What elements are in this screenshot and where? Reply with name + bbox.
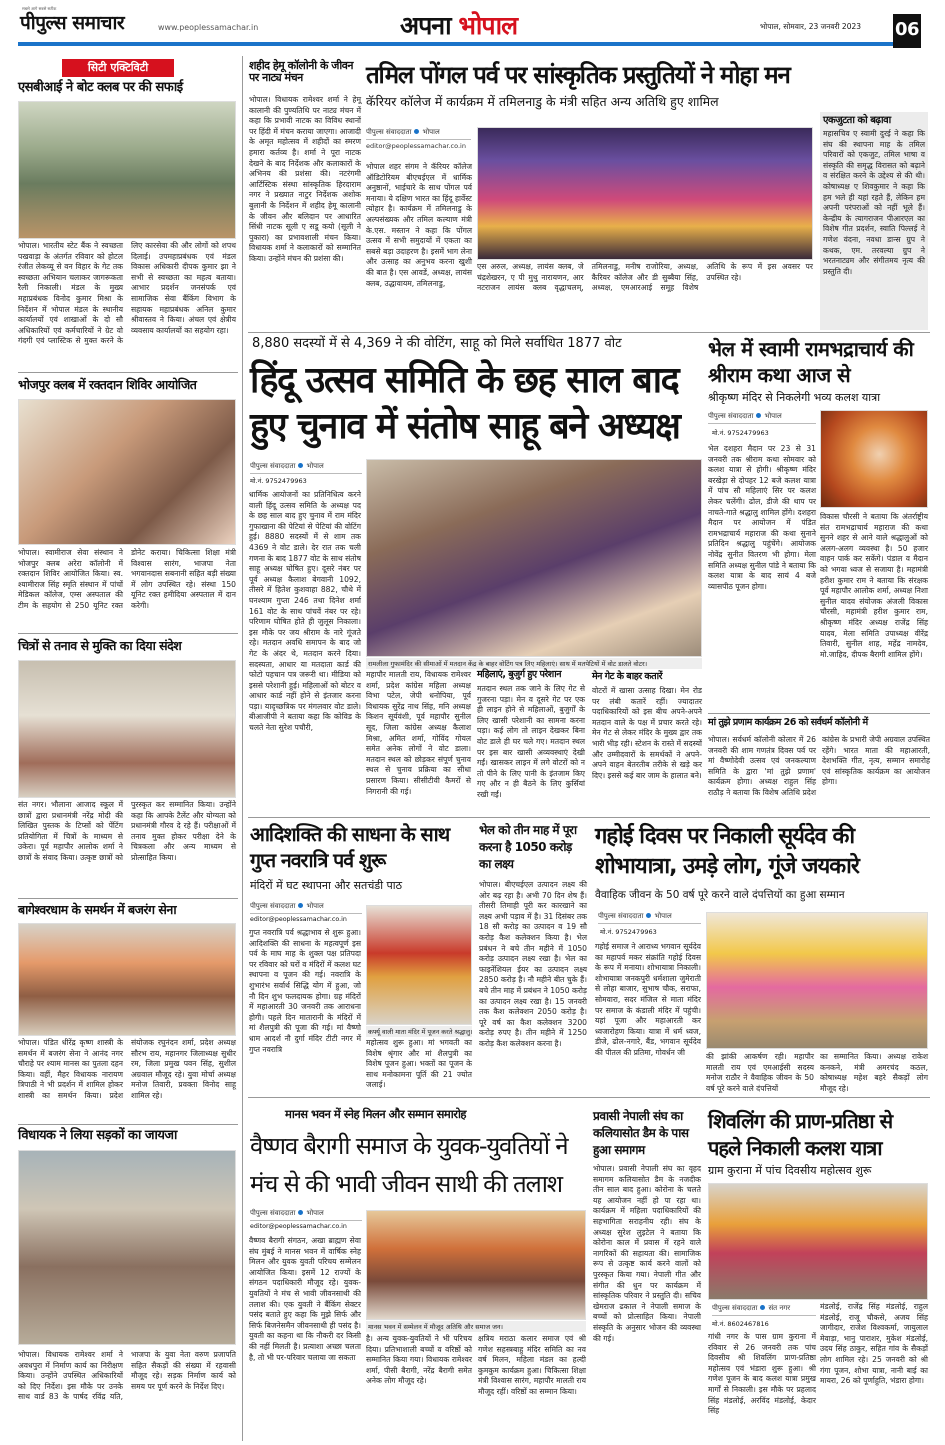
headline-rambhadracharya: भेल में स्वामी रामभद्राचार्य की श्रीराम कथा आज से [708,337,914,387]
byline-manas [250,1207,362,1221]
divider [18,1124,238,1125]
phone-gahoi: मो.नं. 9752479963 [600,928,657,936]
headline-adishakti: आदिशक्ति की साधना के साथ गुप्त नवरात्रि पर्व शुरू [250,823,450,872]
photo-manas-bhawan [366,1210,586,1320]
page-number: 06 [893,14,921,48]
website-link[interactable]: www.peoplessamachar.in [158,23,259,32]
byline-place: भोपाल [422,128,440,136]
byline-ram [708,410,816,424]
subhead-women-elderly: महिलाएं, बुजुर्ग हुए परेशान [477,669,561,680]
article-bageshwar-body: भोपाल। पंडित धीरेंद्र कृष्ण शास्त्री के समर्थन में बजरंग सेना ने आनंद नगर चौराहे पर श्याम मानस का पुतला दहन किया। वहीं, मैहर विधायक नारायण त्रिपाठी ने भी प्रदर्शन में शामिल होकर शास्त्री का समर्थन किया। प्रदेश संयोजक रघुनंदन शर्मा, प्रदेश अध्यक्ष सौरभ राय, महानगर जिलाध्यक्ष सुधीर रम, जिला प्रमुख पवन सिंह, सुशील अग्रवाल मौजूद रहे। युवा मोर्चा अध्यक्ष मनोज तिवारी, प्रवक्ता विनोद साहू शामिल रहे। [18,1038,236,1100]
photo-road-inspection [18,1150,236,1345]
photo-sbi-cleanup [18,101,236,239]
byline-dot-icon [646,913,651,918]
headline-tamil-pongal: तमिल पोंगल पर्व पर सांस्कृतिक प्रस्तुतियों ने मोहा मन [366,61,790,89]
article-shiv-body: गांधी नगर के पास ग्राम कुराना में रविवार से 26 जनवरी तक पांच दिवसीय श्री शिवलिंग प्राण-प्रतिष्ठा महोत्सव एवं भंडारा शुरू हुआ। श्री गणेश पूजन के बाद कलश यात्रा प्रमुख मार्गों से निकाली। इस मौके पर प्रहलाद सिंह मंडलोई, अरविंद मंडलोई, केदार सिंह [708,1332,816,1416]
headline-mla-roads: विधायक ने लिया सड़कों का जायजा [18,1128,177,1143]
masthead [0,0,945,46]
article-gahoi-body: गहोई समाज ने आराध्य भगवान सूर्यदेव का महापर्व मकर संक्रांति गहोई दिवस के रूप में मनाया। शोभायात्रा निकाली। शोभायात्रा जनकपुरी धर्मशाला जुमेराती से लोहा बाजार, सुभाष चौक, सराफा, सोमवारा, सदर मंजिल से माता मंदिर पर समाज के कंडाली मंदिर में पहुंची। यहां पूजा और महाआरती कर ध्वजारोहण किया। यात्रा में धर्म ध्वज, डीजे, ढोल-नगारे, बैंड, भगवान सूर्यदेव की पीतल की प्रतिमा, गोवर्धन जी [595,942,701,1057]
email-tamil[interactable]: editor@peoplessamachar.co.in [366,142,466,150]
caption-voting: रामलीला गुफामंदिर की सीमाओं में मतदान केंद्र के बाहर वोटिंग पत्र लिए महिलाएं। साथ में मतपेटियों में वोट डालते वोटर। [366,658,702,669]
article-hindu-col4: वोटरों में खासा उत्साह दिखा। मेन रोड पर लंबी कतारें रहीं। ज्यादातर पदाधिकारियों को इस बीच अपने-अपने मतदान वाले के पक्ष में प्रचार करते रहे। मेन गेट से लेकर मंदिर के मुख्य द्वार तक भारी भीड़ रही। स्टेशन के रास्ते में सदस्यों और उम्मीदवारों के समर्थकों ने अपने-अपने वाहन बेतरतीब तरीके से खड़े कर दिए। इससे कई बार जाम के हालात बने। [592,686,703,780]
byline-author: पीपुल्स संवाददाता [598,912,644,920]
byline-author: पीपुल्स संवाददाता [250,1209,296,1217]
byline-place: भोपाल [306,1209,324,1217]
subheadline-kalash-yatra: श्रीकृष्ण मंदिर से निकलेगी भव्य कलश यात्रा [708,391,881,404]
article-mla-body: भोपाल। विधायक रामेश्वर शर्मा ने अवधपुरा में निर्माण कार्य का निरीक्षण किया। उन्होंने उपस्थित अधिकारियों को दिए निर्देश। इस मौके पर उनके साथ वार्ड 83 के पार्षद रविंद्र यति, भाजपा के युवा नेता वरुण प्रजापति सहित सैकड़ों की संख्या में रहवासी मौजूद रहे। सड़क निर्माण कार्य को समय पर पूर्ण करने के निर्देश दिए। [18,1350,236,1402]
email-manas[interactable]: editor@peoplessamachar.co.in [250,1223,347,1230]
byline-dot-icon [298,903,303,908]
byline-dot-icon [298,463,303,468]
article-gahoi-body2: की झांकी आकर्षण रही। महापौर मालती राय एवं एमआईसी सदस्य मनोज राठौर ने वैवाहिक जीवन के 50 वर्ष पूरे करने वाले दंपत्तियों [706,1052,814,1093]
photo-voting [366,459,702,657]
article-manas-body: वैष्णव बैरागी संगठन, अखा ब्राह्मण सेवा संघ मुंबई ने मानस भवन में वार्षिक स्नेह मिलन और युवक युवती परिचय सम्मेलन आयोजित किया। इसमें 12 राज्यों के संगठन पदाधिकारी मौजूद रहे। युवक-युवतियों ने मंच से भावी जीवनसाथी की तलाश की। एक युवती ने बैंकिंग सेक्टर पसंद बताते हुए कहा कि मुझे सिर्फ और सिर्फ बिजनेसमैन जीवनसाथी ही पसंद है। युवती का कहना था कि नौकरी दर किसी की नहीं मिलती है। प्रत्याशा अच्छा चलता है, तो भी पर-परिवार चलाया जा सकता [249,1236,361,1362]
subhead-main-gate: मेन गेट के बाहर कतारें [592,671,662,682]
byline-dot-icon [414,129,419,134]
byline-shiv [712,1302,816,1316]
byline-author: पीपुल्स संवाददाता [366,128,412,136]
photo-blood-donation [18,399,236,545]
sidebar-unity [820,112,928,330]
dateline: भोपाल, सोमवार, 23 जनवरी 2023 [760,22,862,31]
caption-manas: मानस भवन में सम्मेलन में मौजूद अतिथि और समाज जन। [366,1321,586,1332]
article-ram-body2: विकास चौरसी ने बताया कि अंतर्राष्ट्रीय संत रामभद्राचार्य महाराज की कथा सुनने शहर से आने वाले श्रद्धालुओं को अलग-अलग व्यवस्था है। 50 हजार वाहन पार्क कर सकेंगे। पंडाल व मैदान को भगवा ध्वज से सजाया है। महामंत्री हरीश कुमार राम ने बताया कि संरक्षक पूर्व महापौर आलोक शर्मा, अध्यक्ष निशा सुनील यादव संयोजक अंजली विकास चौरसी, महामंत्री हरीश कुमार राम, श्रीकृष्ण मंदिर अध्यक्ष राजेंद्र सिंह यादव, मेला समिति उपाध्यक्ष वीरेंद्र तिवारी, सुनील शाह, महेंद्र नामदेव, मो.जाहिद, दीपक बैरागी शामिल होंगे। [820,512,928,659]
byline-dot-icon [298,1210,303,1215]
section-title [400,12,570,40]
byline-place: भोपाल [306,902,324,910]
phone-hindu: मो.नं. 9752479963 [250,477,307,485]
article-paintings-body: संत नगर। भौलाना आजाद स्कूल में छात्रों द्वारा प्रधानमंत्री नरेंद्र मोदी की लिखित पुस्तक के टिप्सों को पेंटिंग प्रतियोगिता में चित्रों के माध्यम से उकेरा। पूर्व महापौर आलोक शर्मा ने छात्रों के संवाद किया। उत्कृष्ट छात्रों को पुरस्कृत कर सम्मानित किया। उन्होंने कहा कि आपके टैलेंट और योग्यता को प्रधानमंत्री गौरव दे रहे हैं। परीक्षाओं में तनाव मुक्त होकर परीक्षा देने के चित्रकला और अन्य माध्यम से प्रोत्साहित किया। [18,800,236,862]
headline-hindu-utsav: हिंदू उत्सव समिति के छह साल बाद हुए चुनाव में संतोष साहू बने अध्यक्ष [250,360,680,447]
article-manas-body2: है। अन्य युवक-युवतियों ने भी परिचय दिया। प्रतिभाशाली बच्चों व वरिष्ठों को सम्मानित किया गया। विधायक रामेश्वर शर्मा, पीसी बैरागी, नरेंद्र बैरागी समेत अनेक लोग मौजूद रहे। [366,1334,472,1386]
byline-dot-icon [756,413,761,418]
byline-adi [250,900,362,914]
sidebar-unity-body: महासचिव ए स्वामी दुरई ने कहा कि संघ की स्थापना माह के तमिल परिवारों को एकजुट, तमिल भाषा व संस्कृति की समृद्ध विरासत को बढ़ाने व संरक्षित करने के उद्देश्य से की थी। कोषाध्यक्ष ए शिवकुमार ने कहा कि हम भले ही यहां रहते हैं, लेकिन हम अपनी परंपराओं को नहीं भूले हैं। केन्द्रीय के त्यागराजन पीआरएल का विशेष गीत प्रदर्शन, स्वाति पिल्लई ने गणेश वंदना, नवधा डान्स ग्रुप ने कथक, एम. तरवल्या ग्रुप ने भरतनाट्यम और संगीतमय नृत्य की प्रस्तुति दी। [823,129,925,276]
article-nepali-body: भोपाल। प्रवासी नेपाली संघ का वृहद समागम कलियासोत डैम के नजदीक तीन साल बाद हुआ। कोरोना के चलते यह आयोजन नहीं हो पा रहा था। कार्यक्रम में महिला पदाधिकारियों की सहभागिता सराहनीय रही। संघ के अध्यक्ष सुरेश लुइटेल ने बताया कि कोरोना काल में प्रवास में रहने वाले नागरिकों की सहायता की। सामाजिक रूप से उत्कृष्ट कार्य करने वालों को पुरस्कृत किया गया। नेपाली गीत और संगीत की धुन पर कार्यक्रम में सांस्कृतिक परिवार ने प्रस्तुति दी। सचिव खेमराज ढकाल ने नेपाली समाज के बच्चों को प्रोत्साहित किया। नेपाली संस्कृति के अनुसार भोजन की व्यवस्था की गई। [593,1164,701,1343]
article-bhojpur-body: भोपाल। स्वामीराज सेवा संस्थान ने भोजपुर क्लब अरेरा कॉलोनी में रक्तदान शिविर आयोजित किया। स्व. श्यामीराज सिंह स्मृति संस्थान में पांचों मेडिकल कॉलेज, एम्स अस्पताल की टीम के सहयोग से 250 यूनिट रक्त डोनेट कराया। चिकित्सा शिक्षा मंत्री विश्वास सारंग, भाजपा नेता भगवानदास सबनानी सहित बड़ी संख्या में लोग उपस्थित रहे। संस्था 150 यूनिट रक्त हमीदिया अस्पताल में दान करेगी। [18,548,236,610]
photo-bajrang-sena [18,923,236,1036]
headline-bhojpur: भोजपुर क्लब में रक्तदान शिविर आयोजित [18,377,197,392]
article-tamil-body: भोपाल शहर संगम ने कॅरियर कॉलेज ऑडिटोरियम बीएचईएल में धार्मिक अनुष्ठानों, भाईचारे के साथ पोंगल पर्व मनाया। ये दक्षिण भारत का हिंदू हार्वेस्ट त्योहार है। कार्यक्रम में तमिलनाडु के अल्पसंख्यक और तमिल कल्याण मंत्री के.एस. मस्तान ने कहा कि पोंगल उत्सव में सभी समुदायों में एकता का सबसे बड़ा उदाहरण है। इसमें भाग लेना और उत्साह का अनुभव करना खुशी की बात है। एस आवडें, अध्यक्ष, लायंस क्लब, उद्धावायम, तमिलनाडु, [366,162,472,288]
headline-sbi: एसबीआई ने बोट क्लब पर की सफाई [18,80,183,95]
phone-ram: मो.नं. 9752479963 [712,429,769,437]
article-pranam-body: भोपाल। सर्वधर्म कॉलोनी कोलार में 26 जनवरी की शाम गणतंत्र दिवस पर्व पर मां वैष्णोदेवी उत्सव एवं जनकल्याण समिति के द्वारा 'मां तुझे प्रणाम' कार्यक्रम होगा। अध्यक्ष राहुल सिंह राठौड़ ने बताया कि विशेष अतिथि प्रदेश कांग्रेस के प्रभारी जेपी अग्रवाल उपस्थित रहेंगे। भारत माता की महाआरती, देशभक्ति गीत, नृत्य, सम्मान समारोह एवं सांस्कृतिक कार्यक्रम का आयोजन होगा। [708,735,930,797]
article-sbi-body: भोपाल। भारतीय स्टेट बैंक ने स्वच्छता पखवाड़ा के अंतर्गत रविवार को होटल रंजीत लेकव्यू से वन विहार के गेट तक स्वच्छता अभियान चलाकर जागरूकता रैली निकाली। मंडल के मुख्य महाप्रबंधक विनोद कुमार मिश्रा के निर्देशन में भोपाल मंडल के स्थानीय कार्यालयों एवं शाखाओं के दो सौ अधिकारियों एवं कर्मचारियों ने ग्रेट वो गंदगी एवं प्लास्टिक से मुक्त करने के लिए कारसेवा की और लोगों को शपथ दिलाई। उपमहाप्रबंधक एवं मंडल विकास अधिकारी दीपक कुमार झा ने सभी से स्वच्छता का महत्व बताया। आभार प्रदर्शन जनसंपर्क एवं सामाजिक सेवा बैंकिंग विभाग के सहायक महाप्रबंधक अनिल कुमार श्रीवास्तव ने किया। अंचल एवं क्षेत्रीय व्यवसाय कार्यालयों का सहयोग रहा। [18,241,236,346]
byline-place: भोपाल [306,462,324,470]
divider [248,332,930,333]
photo-paintings [18,660,236,798]
photo-temple [366,905,472,1025]
photo-kalash-yatra [708,1183,928,1300]
kicker-hindu-utsav: 8,880 सदस्यों में से 4,369 ने की वोटिंग, साहू को मिले सर्वाधित 1877 वोट [252,336,622,351]
column-divider [242,56,243,1441]
email-adi[interactable]: editor@peoplessamachar.co.in [250,916,347,923]
article-ram-body: भेल दशहरा मैदान पर 23 से 31 जनवरी तक श्रीराम कथा सोमवार को कलश यात्रा से होगी। श्रीकृष्ण मंदिर बरखेड़ा से दोपहर 12 बजे कलश यात्रा में पांच सौ महिलाएं सिर पर कलश लेकर चलेंगी। ढोल, डीजे की थाप पर नाचते-गाते श्रद्धालु शामिल होंगे। दशहरा मैदान पर आयोजन में पंडित रामभद्राचार्य महाराज की कथा सुनाने प्रतिदिन श्रद्धालु पहुंचेंगे। आयोजक नोवेंद्र सुनीत वितरण भी होगा। मेला समिति अध्यक्ष सुनील पांडे ने बताया कि कलश यात्रा के बाद सायं 4 बजे व्यासपीठ पूजन होगा। [708,444,816,591]
byline-dot-icon [760,1305,765,1310]
byline-place: भोपाल [764,412,782,420]
caption-temple: कर्फ्यू वाली माता मंदिर में पूजन करते श्रद्धालु। [367,1028,473,1036]
headline-shivling: शिवलिंग की प्राण-प्रतिष्ठा से पहले निकाली कलश यात्रा [708,1109,893,1160]
byline-place: संत नगर [768,1304,791,1312]
byline-place: भोपाल [654,912,672,920]
divider [18,898,238,899]
headline-vaishnav-bairagi: वैष्णव बैरागी समाज के युवक-युवतियों ने मंच से की भावी जीवन साथी की तलाश [250,1132,568,1198]
section-title-a: अपना [400,11,459,40]
subheadline-gahoi: वैवाहिक जीवन के 50 वर्ष पूरे करने वाले दंपत्तियों का हुआ सम्मान [595,889,845,901]
photo-pongal-dance [477,127,813,260]
article-manas-body3: क्षत्रिय मराठा कलार समाज एवं श्री गणेश सहस्त्रबाहु मंदिर समिति का नव वर्ष मिलन, महिला मंडल का हल्दी कुमकुम कार्यक्रम हुआ। चिकित्सा शिक्षा मंत्री विश्वास सारंग, महापौर मालती राय मौजूद रहीं। वरिष्ठों का सम्मान किया। [478,1334,586,1396]
byline-author: पीपुल्स संवाददाता [708,412,754,420]
headline-nepali-sangh: प्रवासी नेपाली संघ का कलियासोत डैम के पास हुआ समागम [593,1109,689,1157]
subheadline-shivling: ग्राम कुराना में पांच दिवसीय महोत्सव शुरू [708,1164,872,1177]
sidebar-unity-title: एकजुटता को बढ़ावा [823,115,891,126]
headline-bageshwar: बागेश्वरधाम के समर्थन में बजरंग सेना [18,902,177,917]
phone-shiv: मो.नं. 8602467816 [712,1320,769,1328]
section-tag: सिटी एक्टिविटी [62,59,174,77]
subhead-maa-tujhe-pranam: मां तुझे प्रणाम कार्यक्रम 26 को सर्वधर्म कॉलोनी में [708,717,868,728]
masthead-rule [18,42,893,46]
divider [18,372,238,373]
article-hindu-col3: मतदान स्थल तक जाने के लिए गेट से गुजरना पड़ा। मेन व दूसरे गेट पर एक ही लाइन होने से महिलाओं, बुजुर्गों के लिए खासी परेशानी का सामना करना पड़ा। कई लोग तो लाइन देखकर बिना वोट डाले ही घर चले गए। मतदान स्थल पर इस बार खासी अव्यवस्थाएं देखी गईं। खासकर लाइन में लगे वोटरों को न तो पीने के लिए पानी के इंतजाम किए गए और न ही बैठने के लिए कुर्सियां रखी गईं। [477,684,585,799]
article-bhel-body: भोपाल। बीएचईएल उत्पादन लक्ष्य की ओर बढ़ रहा है। अभी 70 दिन शेष हैं। तीसरी तिमाही पूरी कर कारखाने का लक्ष्य अभी पड़ाव में है। 31 दिसंबर तक 18 सौ करोड़ का उत्पादन व 19 सौ करोड़ कैश कलेक्शन किया है। भेल प्रबंधन ने बचे तीन महीने में 1050 करोड़ उत्पादन लक्ष्य रखा है। भेल का फाइनेंशियल ईयर का उत्पादन लक्ष्य 2850 करोड़ है। नौ महीने बीत चुके हैं। बचे तीन माह में प्रबंधन ने 1050 करोड़ का उत्पादन लक्ष्य रखा है। 15 जनवरी तक कैश कलेक्शन 2050 करोड़ है। पूरे वर्ष का कैश कलेक्शन 3200 करोड़ रुपए है। तीन महीने में 1250 करोड़ कैश कलेक्शन करना है। [479,880,587,1048]
subheadline-tamil: कॅरियर कॉलेज में कार्यक्रम में तमिलनाडु के मंत्री सहित अन्य अतिथि हुए शामिल [366,94,719,109]
article-hindu-col2: महापौर मालती राय, विधायक रामेश्वर शर्मा, प्रदेश कांग्रेस महिला अध्यक्ष विभा पटेल, जेपी धनोपिया, पूर्व विधायक सुरेंद्र नाथ सिंह, मनि अध्यक्ष किशन सूर्यवंशी, पूर्व महापौर सुनील सूद, जिला कांग्रेस अध्यक्ष कैलाश मिश्रा, अमित शर्मा, गोविंद गोयल समेत अनेक लोगों ने वोट डाला। मतदान स्थल को छोड़कर संपूर्ण चुनाव स्थल से चुनाव प्रक्रिया का सीधा प्रसारण किया। सीसीटीवी कैमरों से निगरानी की गई। [366,670,471,796]
divider [248,1097,930,1098]
divider [708,713,930,714]
byline-hindu [250,460,362,474]
article-adi-body2: महोत्सव शुरू हुआ। मां भगवती का विशेष श्रृंगार और मां शैलपुत्री का विशेष पूजन हुआ। भक्तों का पूजन के साथ मनोकामना पूर्ति की 21 ज्योत जलाई। [366,1038,472,1090]
kicker-manas-bhawan: मानस भवन में स्नेह मिलन और सम्मान समारोह [285,1107,467,1121]
headline-bhel-target: भेल को तीन माह में पूरा करना है 1050 करोड़ का लक्ष्य [479,823,577,871]
article-tamil-body2: एस अरुल, अध्यक्ष, लायंस क्लब, जे चंद्रशेखरन, ए पी मुथु नारायणन, आर नटराजन लायंस क्लब वृद्धाचलम्, तमिलनाडु, मनीष राजोरिया, अध्यक्ष, कैरियर कॉलेज और डी सुब्बैया सिंह, अध्यक्ष, एमआरआई समूह विशेष अतिथि के रूप में इस अवसर पर उपस्थित रहे। [477,262,813,293]
byline-tamil [366,126,471,140]
headline-paintings: चित्रों से तनाव से मुक्ति का दिया संदेश [18,638,182,653]
photo-rambhadracharya [820,410,928,508]
logo-tagline: सबसे आगे सबसे सटीक [22,6,57,11]
headline-gahoi: गहोई दिवस पर निकाली सूर्यदेव की शोभायात्रा, उमड़े लोग, गूंजे जयकारे [595,824,859,879]
byline-author: पीपुल्स संवाददाता [712,1304,758,1312]
byline-author: पीपुल्स संवाददाता [250,462,296,470]
divider [248,817,930,818]
photo-gahoi-procession [706,912,928,1049]
article-shiv-body2: मंडलोई, राजेंद्र सिंह मंडलोई, राहुल मंडलोई, राजू चौकसे, अजय सिंह जागीदार, राजेश विश्वकर्मा, जायुलाल मेवाड़ा, भानु पाराशर, मुकेश मंडलोई, उदय सिंह ठाकुर, सहित गांव के सैकड़ों लोग शामिल रहे। 25 जनवरी को श्री गंगा पूजन, शोभा यात्रा, नानी बाई का मायरा, 26 को पूर्णाहुति, भंडारा होगा। [820,1302,928,1386]
article-hemu-body: भोपाल। विधायक रामेश्वर शर्मा ने हेमू कालानी की पुण्यतिथि पर नाट्य मंचन में कहा कि प्रभावी नाटक का विविध स्थानों पर हिंदी में मंचन कराया जाएगा। आजादी के अमृत महोत्सव में शहीदों का स्मरण हमारा कर्तव्य है। शर्मा ने पूरा नाटक देखने के बाद निर्देशक और कलाकारों के अभिनय की प्रशंसा की। नटरंगमी आर्टिस्टिक संस्था सांस्कृतिक हिरदाराम नगर ने प्रख्यात नाटुर निर्देशक अशोक बुलानी के निर्देशन में शहीद हेमू कालानी के जीवन और बलिदान पर आधारित सिंधी नाटक सूली ए सडू कयो (सूली ने पुकारा) का प्रभावशाली मंचन किया। विधायक शर्मा ने कलाकारों को सम्मानित किया। उन्होंने मंचन की प्रशंसा की। [249,95,361,263]
subheadline-ghat-sthapana: मंदिरों में घट स्थापना और सतचंडी पाठ [250,879,403,892]
article-gahoi-body3: का सम्मानित किया। अध्यक्ष राकेश कनकने, मंत्री अमरचंद कठल, कोषाध्यक्ष महेश बहरे सैकड़ों लोग मौजूद रहे। [820,1052,928,1093]
logo[interactable]: पीपुल्स समाचार [20,12,125,34]
article-adi-body: गुप्त नवरात्रि पर्व श्रद्धाभाव से शुरू हुआ। आदिशक्ति की साधना के महत्वपूर्ण इस पर्व के माघ माह के शुक्ल पक्ष प्रतिपदा पर रविवार को घरों व मंदिरों में कलश घट स्थापना व पूजन की गई। नवरात्रि के शुभारंभ सर्वार्थ सिद्धि योग में हुआ, जो नौ दिन शुभ फलदायक होगा। ग्रह मंदिरों में महाआरती 30 जनवरी तक आराधना होगी। पहले दिन मातारानी के मंदिरों में मां शैलपुत्री की पूजा की गई। मां वैष्णो धाम आदर्श नौ दुर्गा मंदिर टीटी नगर में गुप्त नवरात्रि [249,928,361,1054]
byline-author: पीपुल्स संवाददाता [250,902,296,910]
headline-hemu-colony: शहीद हेमू कॉलोनी के जीवन पर नाट्य मंचन [249,59,353,85]
article-hindu-body: धार्मिक आयोजनों का प्रतिनिधित्व करने वाली हिंदू उत्सव समिति के अध्यक्ष पद के छह साल बाद हुए चुनाव में राम मंदिर गुफाखाना की पेटियां से पेटियां की वोटिंग हुई। 8880 सदस्यों में से शाम तक 4369 ने वोट डाले। देर रात तक चली गणना के बाद 1877 वोट के साथ संतोष साहू अध्यक्ष घोषित हुए। दूसरे नंबर पर पूर्व अध्यक्ष कैलाश बेगवानी 1092, तीसरे में हितेश कुशवाहा 882, चौथे में घनश्याम गुप्ता 246 तथा दिनेश शर्मा 161 वोट के साथ पांचवें नंबर पर रहे। परिणाम घोषित होते ही जुलूस निकाला। इस मौके पर जय श्रीराम के नारे गूंजते रहे। मतदान अवधि समापन के बाद जो गेट के अंदर थे, मतदान करने दिया। सदस्यता, आधार या मतदाता कार्ड की फोटो पहचान पत्र जरूरी था। मीडिया को इससे परेशानी हुई। महिलाओं को बोटर व आधार कार्ड नहीं होने से इंतजार करना पड़ा। यादृच्छत्रिक पर मंगलवार वोट डाले। बीआजीपी ने बताया कहा कि कोविड के चलते नेता सुरेश पचौरी, [249,490,361,733]
byline-gahoi [598,910,701,924]
divider [18,633,238,634]
section-title-b: भोपाल [458,11,518,40]
